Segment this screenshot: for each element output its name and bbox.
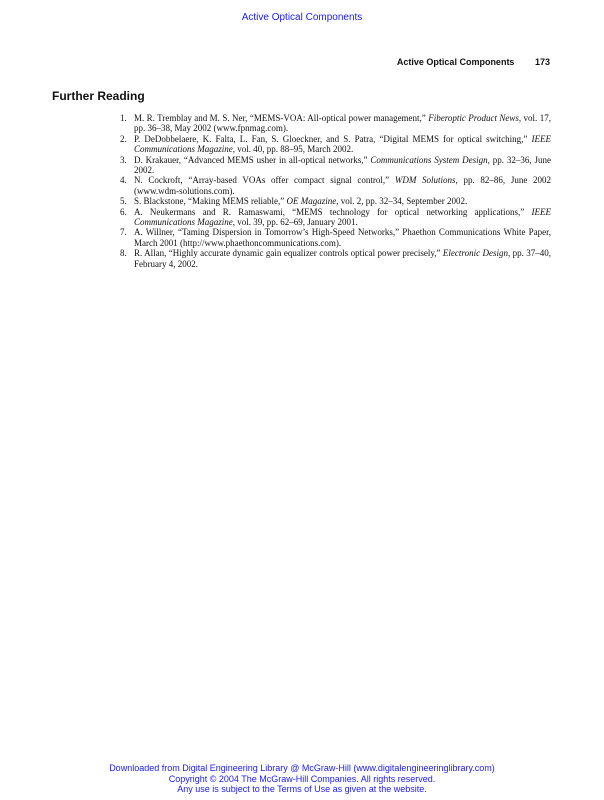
reference-number: 2. <box>120 133 127 144</box>
reference-source: IEEE Communications Magazine <box>134 206 551 228</box>
reference-source: OE Magazine <box>286 196 337 207</box>
reference-text: , vol. 17, pp. 36–38, May 2002 (www.fpnmag.com). <box>134 113 551 134</box>
footer-copyright-line[interactable]: Copyright © 2004 The McGraw-Hill Companies. All rights reserved. <box>168 773 436 784</box>
reference-number: 6. <box>120 206 127 217</box>
reference-source: Communications System Design <box>370 154 488 165</box>
reference-text: D. Krakauer, “Advanced MEMS usher in all-optical networks,” <box>134 154 371 165</box>
reference-text: , vol. 2, pp. 32–34, September 2002. <box>336 196 468 207</box>
reference-number: 3. <box>120 154 127 165</box>
reference-source: Fiberoptic Product News <box>428 113 519 123</box>
reference-text: , pp. 32–36, June 2002. <box>134 154 551 176</box>
reference-text: A. Neukermans and R. Ramaswami, “MEMS technology for optical networking applications,” <box>134 206 532 217</box>
reference-text: S. Blackstone, “Making MEMS reliable,” <box>134 196 287 207</box>
footer-terms-line[interactable]: Any use is subject to the Terms of Use as given at the website. <box>177 784 427 794</box>
footer-download-line[interactable]: Downloaded from Digital Engineering Library @ McGraw-Hill (www.digitalengineeringlibrary.com) <box>109 763 495 773</box>
reference-number: 4. <box>120 175 127 186</box>
page-number: 173 <box>534 57 550 67</box>
top-banner-link[interactable]: Active Optical Components <box>241 12 363 23</box>
reference-item <box>120 227 551 248</box>
footer[interactable] <box>0 763 604 795</box>
reference-item <box>120 113 551 134</box>
reference-item <box>120 175 551 196</box>
reference-list <box>120 113 551 269</box>
running-head <box>0 57 550 67</box>
reference-text: R. Allan, “Highly accurate dynamic gain equalizer controls optical power precisely,” <box>134 248 443 259</box>
reference-item <box>120 155 551 176</box>
reference-number: 8. <box>120 248 127 259</box>
reference-text: P. DeDobbelaere, K. Falta, L. Fan, S. Gloeckner, and S. Patra, “Digital MEMS for optical switching,” <box>134 133 532 144</box>
reference-number: 5. <box>120 196 127 207</box>
reference-text: , vol. 39, pp. 62–69, January 2001. <box>232 217 358 228</box>
reference-item <box>120 134 551 155</box>
reference-item <box>120 207 551 228</box>
reference-item <box>120 248 551 269</box>
reference-source: Electronic Design <box>442 248 508 259</box>
reference-text: , pp. 37–40, February 4, 2002. <box>134 248 551 269</box>
reference-number: 7. <box>120 227 127 238</box>
reference-text: N. Cockroft, “Array-based VOAs offer compact signal control,” <box>134 175 395 186</box>
reference-source: IEEE Communications Magazine <box>134 133 551 155</box>
reference-text: , pp. 82–86, June 2002 (www.wdm-solutions.com). <box>134 175 551 196</box>
section-heading: Further Reading <box>52 89 145 103</box>
reference-text: , vol. 40, pp. 88–95, March 2002. <box>232 144 354 155</box>
running-head-title: Active Optical Components <box>396 57 515 67</box>
reference-text: M. R. Tremblay and M. S. Ner, “MEMS-VOA: All-optical power management,” <box>134 113 429 123</box>
reference-item <box>120 196 551 206</box>
reference-source: WDM Solutions <box>394 175 456 186</box>
reference-number: 1. <box>120 113 127 123</box>
reference-text: A. Willner, “Taming Dispersion in Tomorrow’s High-Speed Networks,” Phaethon Communications White Paper, March 2001 (http://www.phaethoncommunications.com). <box>134 227 551 248</box>
